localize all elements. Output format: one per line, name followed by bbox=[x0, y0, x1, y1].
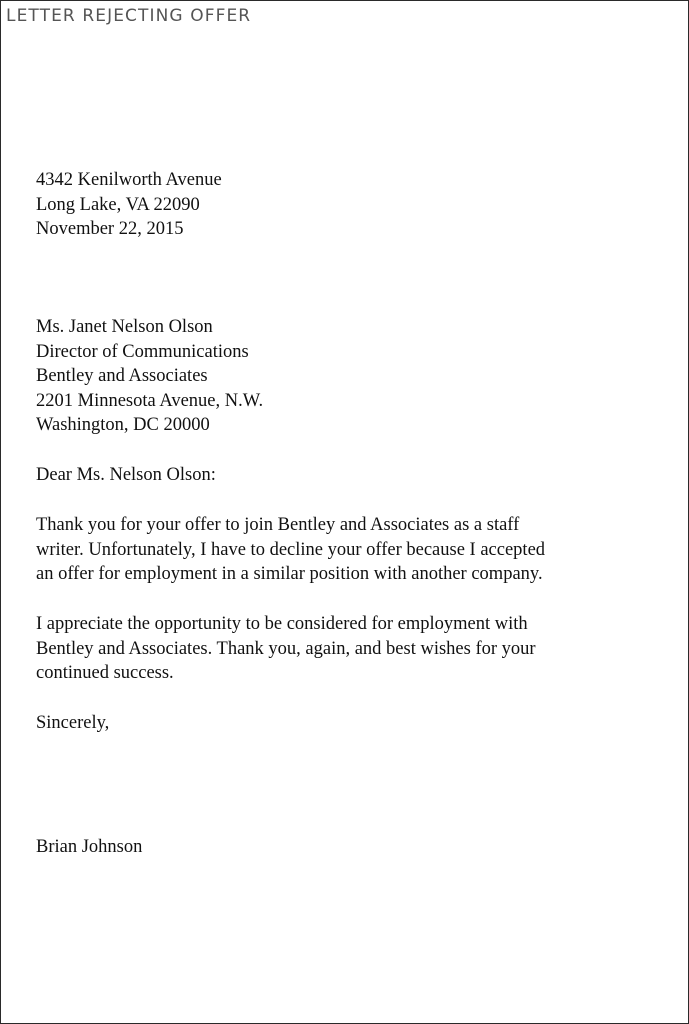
recipient-street: 2201 Minnesota Avenue, N.W. bbox=[36, 390, 264, 411]
letter-date: November 22, 2015 bbox=[36, 219, 184, 239]
sender-city-state-zip: Long Lake, VA 22090 bbox=[36, 194, 200, 215]
paragraph-line: I appreciate the opportunity to be considered for employment with bbox=[36, 614, 528, 634]
signer-name: Brian Johnson bbox=[36, 837, 143, 857]
recipient-city-state-zip: Washington, DC 20000 bbox=[36, 415, 210, 435]
paragraph-line: an offer for employment in a similar position with another company. bbox=[36, 564, 543, 584]
paragraph-line: continued success. bbox=[36, 663, 174, 683]
recipient-company: Bentley and Associates bbox=[36, 366, 208, 386]
document-heading: LETTER REJECTING OFFER bbox=[6, 6, 252, 26]
signature-block bbox=[36, 835, 656, 860]
sender-street: 4342 Kenilworth Avenue bbox=[36, 170, 222, 190]
salutation-text: Dear Ms. Nelson Olson: bbox=[36, 465, 216, 485]
recipient-address-block bbox=[36, 315, 656, 438]
recipient-name: Ms. Janet Nelson Olson bbox=[36, 317, 213, 337]
paragraph-line: writer. Unfortunately, I have to decline your offer because I accepted bbox=[36, 539, 546, 560]
paragraph-line: Bentley and Associates. Thank you, again, and best wishes for your bbox=[36, 638, 536, 659]
complimentary-closing bbox=[36, 711, 656, 736]
recipient-title: Director of Communications bbox=[36, 341, 249, 362]
body-paragraph-2 bbox=[36, 612, 656, 686]
sender-address-block bbox=[36, 168, 656, 242]
closing-text: Sincerely, bbox=[36, 713, 110, 733]
body-paragraph-1 bbox=[36, 513, 656, 587]
salutation bbox=[36, 463, 656, 488]
paragraph-line: Thank you for your offer to join Bentley and Associates as a staff bbox=[36, 515, 520, 535]
